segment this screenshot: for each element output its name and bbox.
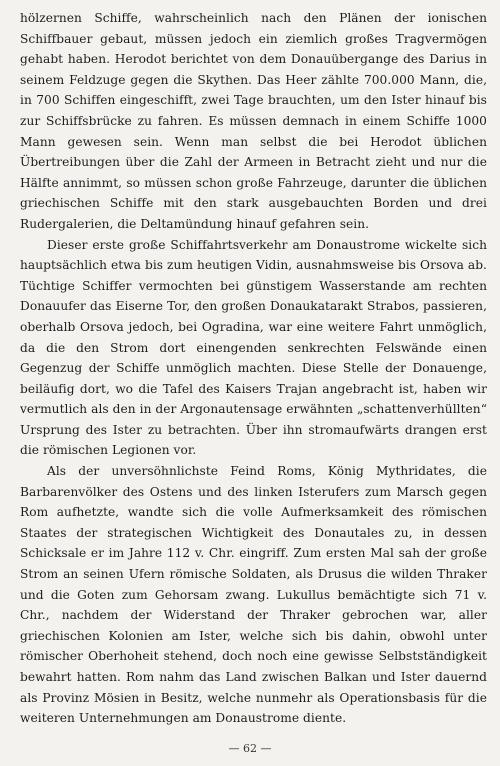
paragraph-1: hölzernen Schiffe, wahrscheinlich nach den Plänen der ionischen Schiffbauer gebaut, müssen jedoch ein ziemlich großes Tragvermögen gehabt haben. Herodot berichtet von dem Donauübergange des Darius in seinem Feldzuge gegen die Skythen. Das Heer zählte 700.000 Mann, die, in 700 Schiffen eingeschifft, zwei Tage brauchten, um den Ister hinauf bis zur Schiffsbrücke zu fahren. Es müssen demnach in einem Schiffe 1000 Mann gewesen sein. Wenn man selbst die bei Herodot üblichen Übertreibungen über die Zahl der Armeen in Betracht zieht und nur die Hälfte annimmt, so müssen schon große Fahrzeuge, darunter die üblichen griechischen Schiffe mit den stark ausgebauchten Borden und drei Rudergalerien, die Deltamündung hinauf gefahren sein. — [20, 11, 487, 231]
paragraph-2: Dieser erste große Schiffahrtsverkehr am Donaustrome wickelte sich hauptsächlich etwa bis zum heutigen Vidin, ausnahmsweise bis Orsova ab. Tüchtige Schiffer vermochten bei günstigem Wasserstande am rechten Donauufer das Eiserne Tor, den großen Donaukatarakt Strabos, passieren, oberhalb Orsova jedoch, bei Ogradina, war eine weitere Fahrt unmöglich, da die den Strom dort einengenden senkrechten Felswände einen Gegenzug der Schiffe unmöglich machten. Diese Stelle der Donauenge, beiläufig dort, wo die Tafel des Kaisers Trajan angebracht ist, haben wir vermutlich als den in der Argonautensage erwähnten „schattenverhüllten“ Ursprung des Ister zu betrachten. Über ihn stromaufwärts drangen erst die römischen Legionen vor. — [20, 237, 487, 458]
page-body — [20, 8, 487, 729]
paragraph-3: Als der unversöhnlichste Feind Roms, König Mythridates, die Barbarenvölker des Ostens und des linken Isterufers zum Marsch gegen Rom aufhetzte, wandte sich die volle Aufmerksamkeit des römischen Staates der strategischen Wichtigkeit des Donautales zu, in dessen Schicksale er im Jahre 112 v. Chr. eingriff. Zum ersten Mal sah der große Strom an seinen Ufern römische Soldaten, als Drusus die wilden Thraker und die Goten zum Gehorsam zwang. Lukullus bemächtigte sich 71 v. Chr., nachdem der Widerstand der Thraker gebrochen war, aller griechischen Kolonien am Ister, welche sich bis dahin, obwohl unter römischer Oberhoheit stehend, doch noch eine gewisse Selbstständigkeit bewahrt hatten. Rom nahm das Land zwischen Balkan und Ister dauernd als Provinz Mösien in Besitz, welche nunmehr als Operationsbasis für die weiteren Unternehmungen am Donaustrome diente. — [20, 464, 487, 726]
page-number: — 62 — — [228, 742, 272, 755]
